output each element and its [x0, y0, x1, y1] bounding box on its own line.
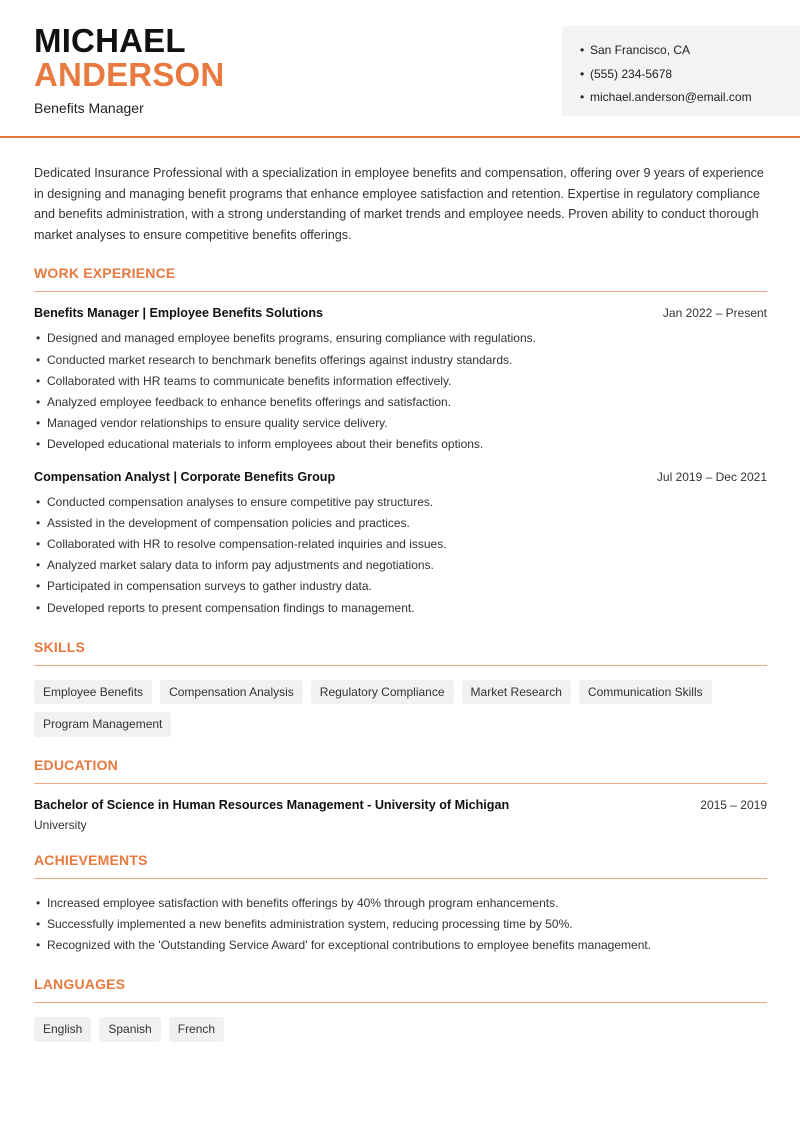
job-header — [34, 306, 767, 320]
achievements-list — [34, 893, 767, 957]
list-item: • Collaborated with HR to resolve compensation-related inquiries and issues. — [34, 534, 767, 555]
contact-box — [562, 26, 800, 116]
contact-location: • San Francisco, CA — [580, 39, 800, 63]
list-item: • Developed reports to present compensation findings to management. — [34, 598, 767, 619]
job-entry — [34, 470, 767, 619]
degree-title: Bachelor of Science in Human Resources Management - University of Michigan — [34, 797, 510, 812]
list-item: • Conducted market research to benchmark benefits offerings against industry standards. — [34, 350, 767, 371]
language-chip: French — [169, 1017, 224, 1042]
job-entry — [34, 306, 767, 455]
skill-chip: Regulatory Compliance — [311, 680, 454, 705]
list-item: • Analyzed employee feedback to enhance benefits offerings and satisfaction. — [34, 392, 767, 413]
section-title-languages: LANGUAGES — [34, 976, 767, 1003]
language-chip: Spanish — [99, 1017, 160, 1042]
section-title-skills: SKILLS — [34, 639, 767, 666]
language-chips — [34, 1017, 767, 1042]
skill-chip: Program Management — [34, 712, 171, 737]
job-date: Jul 2019 – Dec 2021 — [656, 469, 767, 484]
candidate-name — [34, 24, 224, 92]
list-item: • Increased employee satisfaction with benefits offerings by 40% through program enhancements. — [34, 893, 767, 914]
skill-chip: Employee Benefits — [34, 680, 152, 705]
job-header — [34, 470, 767, 484]
list-item: • Recognized with the 'Outstanding Service Award' for exceptional contributions to employee benefits management. — [34, 935, 767, 956]
list-item: • Assisted in the development of compensation policies and practices. — [34, 513, 767, 534]
education-years: 2015 – 2019 — [700, 797, 767, 812]
list-item: • Conducted compensation analyses to ensure competitive pay structures. — [34, 492, 767, 513]
summary-paragraph: Dedicated Insurance Professional with a specialization in employee benefits and compensation, offering over 9 years of experience in designing and managing benefit programs that enhance employee satisfaction and retention. Expertise in regulatory compliance and benefits administration, with a strong understanding of market trends and employee needs. Proven ability to conduct thorough market analyses to ensure competitive benefits offerings. — [34, 166, 764, 242]
language-chip: English — [34, 1017, 91, 1042]
section-title-education: EDUCATION — [34, 757, 767, 784]
school-name: University — [34, 817, 87, 832]
job-date: Jan 2022 – Present — [662, 306, 767, 321]
last-name: ANDERSON — [34, 56, 225, 93]
job-title: Benefits Manager | Employee Benefits Solutions — [34, 306, 324, 321]
education-header — [34, 798, 767, 812]
resume-body — [34, 163, 767, 1042]
achievements-section — [34, 852, 767, 957]
list-item: • Analyzed market salary data to inform pay adjustments and negotiations. — [34, 555, 767, 576]
skill-chip: Communication Skills — [579, 680, 712, 705]
work-experience-section — [34, 265, 767, 618]
languages-section — [34, 976, 767, 1042]
list-item: • Participated in compensation surveys to gather industry data. — [34, 576, 767, 597]
section-title-work: WORK EXPERIENCE — [34, 265, 767, 292]
list-item: • Successfully implemented a new benefits administration system, reducing processing time by 50%. — [34, 914, 767, 935]
list-item: • Collaborated with HR teams to communicate benefits information effectively. — [34, 371, 767, 392]
job-bullets — [34, 492, 767, 619]
contact-phone: • (555) 234-5678 — [580, 63, 800, 87]
skill-chip: Market Research — [462, 680, 571, 705]
section-title-achievements: ACHIEVEMENTS — [34, 852, 767, 879]
first-name: MICHAEL — [34, 22, 186, 59]
skill-chip: Compensation Analysis — [160, 680, 303, 705]
skills-section — [34, 639, 767, 737]
job-title-header: Benefits Manager — [34, 100, 144, 116]
list-item: • Developed educational materials to inform employees about their benefits options. — [34, 434, 767, 455]
list-item: • Designed and managed employee benefits programs, ensuring compliance with regulations. — [34, 328, 767, 349]
job-bullets — [34, 328, 767, 455]
list-item: • Managed vendor relationships to ensure quality service delivery. — [34, 413, 767, 434]
education-section — [34, 757, 767, 832]
skills-chips — [34, 680, 767, 737]
job-title: Compensation Analyst | Corporate Benefits Group — [34, 469, 336, 484]
contact-list — [562, 26, 800, 110]
resume-header — [0, 0, 800, 138]
contact-email: • michael.anderson@email.com — [580, 86, 800, 110]
